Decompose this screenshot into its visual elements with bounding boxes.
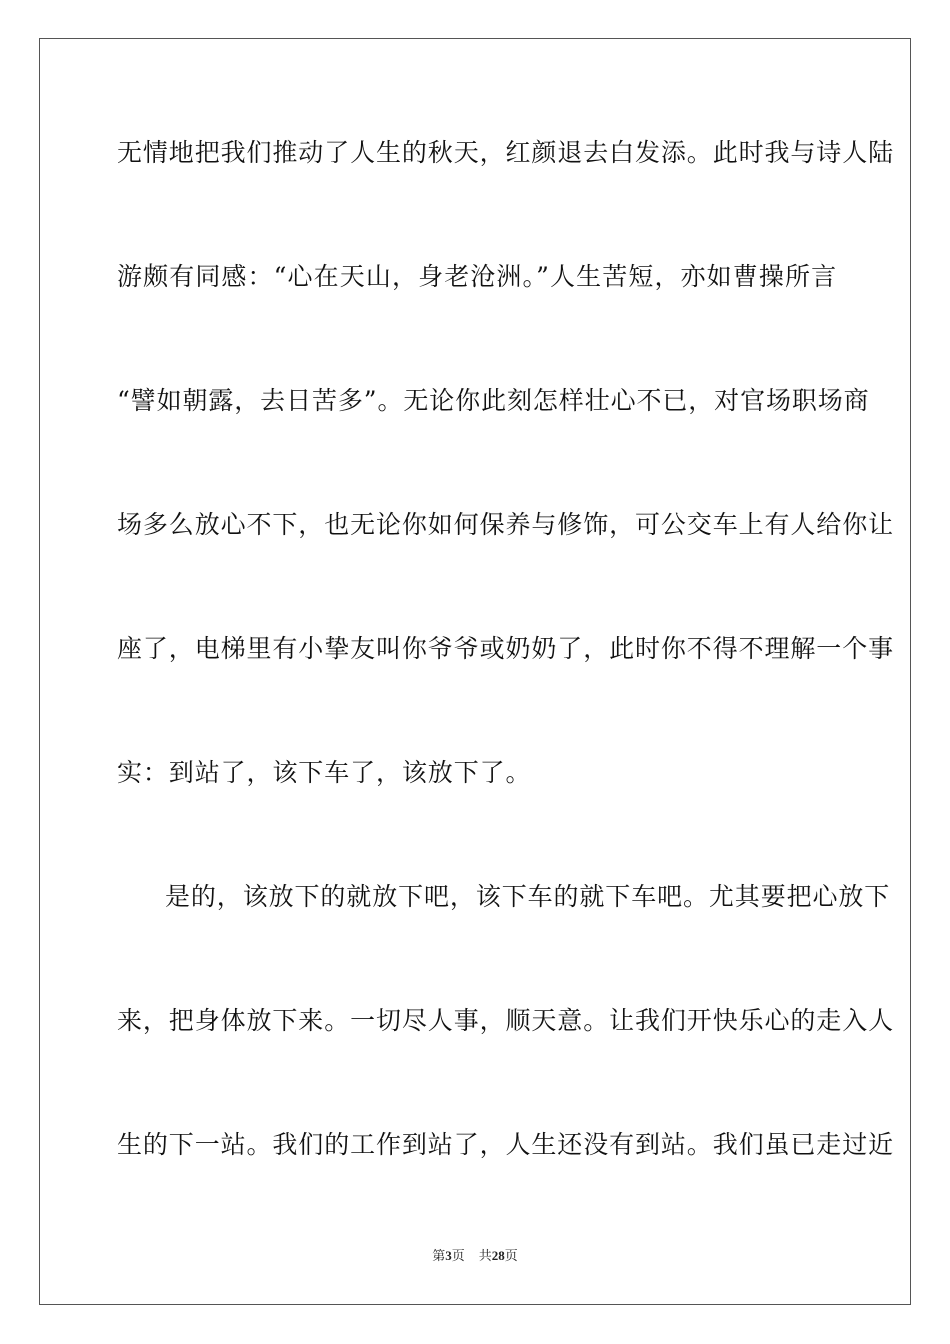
body-text-line: 生的下一站。我们的工作到站了，人生还没有到站。我们虽已走过近 — [117, 1130, 895, 1159]
body-text-line: 实：到站了，该下车了，该放下了。 — [117, 758, 532, 787]
paragraph-first-line: 是的，该放下的就放下吧，该下车的就下车吧。尤其要把心放下 — [165, 882, 891, 911]
body-text-line: 游颇有同感：“心在天山，身老沧洲。”人生苦短，亦如曹操所言 — [117, 262, 837, 291]
footer-total-pages: 28 — [491, 1248, 505, 1263]
footer-total-prefix: 共 — [478, 1248, 492, 1263]
footer-page-suffix: 页 — [451, 1248, 465, 1263]
body-text-line: “譬如朝露，去日苦多”。无论你此刻怎样壮心不已，对官场职场商 — [117, 386, 870, 415]
body-text-line: 无情地把我们推动了人生的秋天，红颜退去白发添。此时我与诗人陆 — [117, 138, 895, 167]
footer-total-suffix: 页 — [504, 1248, 518, 1263]
footer-page-number: 3 — [445, 1248, 452, 1263]
body-text-line: 来，把身体放下来。一切尽人事，顺天意。让我们开快乐心的走入人 — [117, 1006, 895, 1035]
page-border — [39, 38, 911, 1305]
body-text-line: 场多么放心不下，也无论你如何保养与修饰，可公交车上有人给你让 — [117, 510, 895, 539]
body-text-line: 座了，电梯里有小挚友叫你爷爷或奶奶了，此时你不得不理解一个事 — [117, 634, 895, 663]
footer-page-prefix: 第 — [432, 1248, 446, 1263]
page-footer — [0, 1248, 950, 1264]
